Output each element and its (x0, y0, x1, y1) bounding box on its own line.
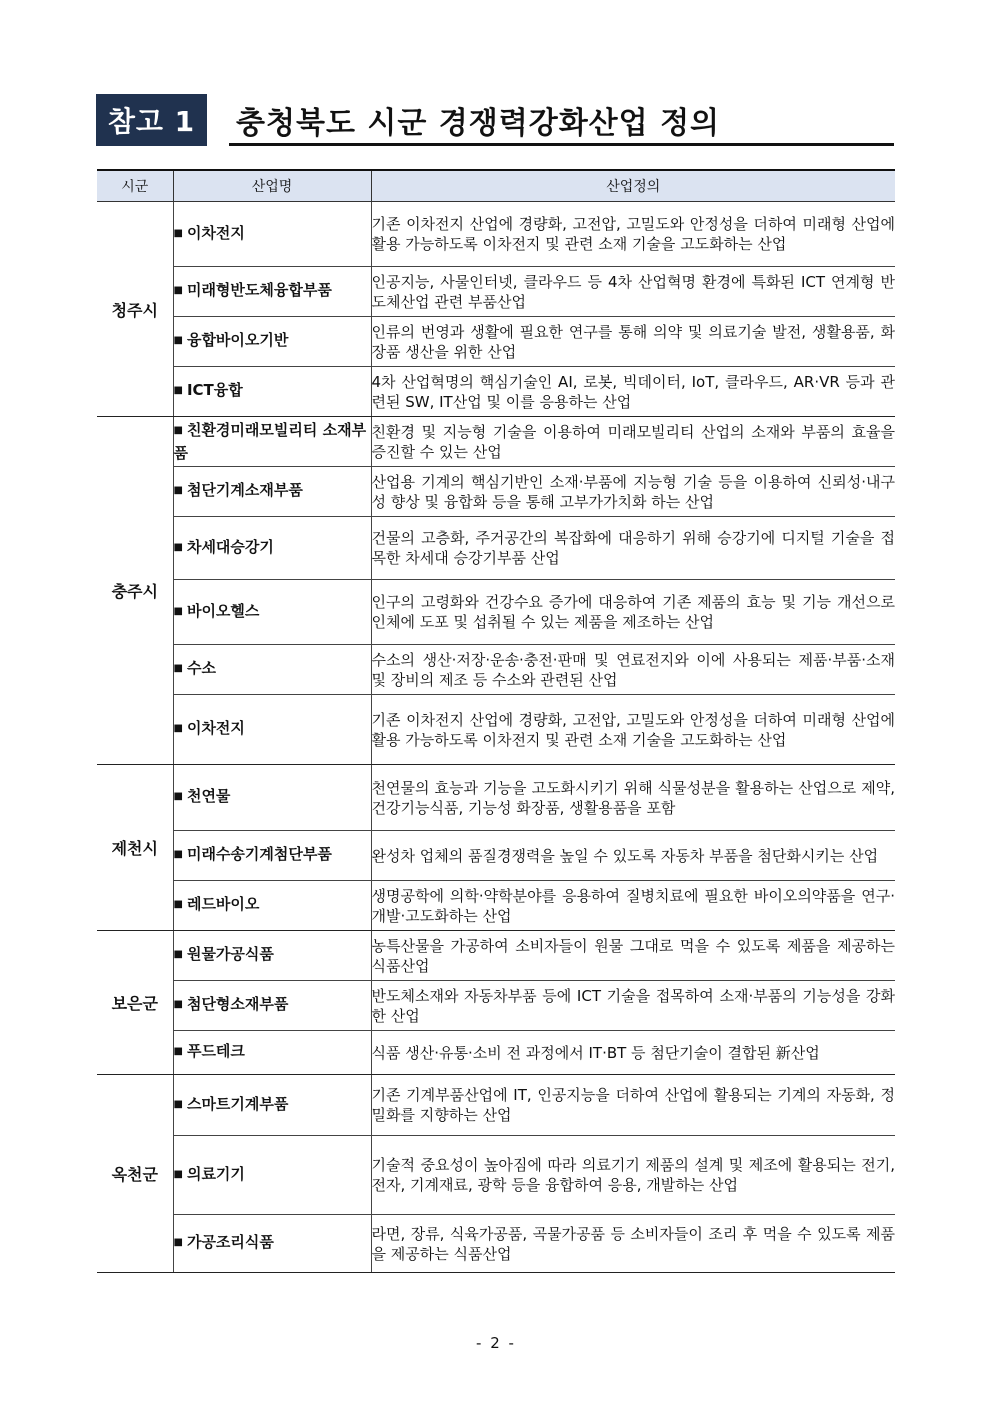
definition-cell: 라면, 장류, 식육가공품, 곡물가공품 등 소비자들이 조리 후 먹을 수 있도록 제품을 제공하는 식품산업 (371, 1215, 895, 1273)
bullet-icon: ■ (173, 485, 183, 496)
bullet-icon: ■ (173, 1098, 183, 1110)
definition-cell: 농특산물을 가공하여 소비자들이 원물 그대로 먹을 수 있도록 제품을 제공하는 식품산업 (371, 931, 895, 981)
industry-cell (173, 467, 371, 517)
industry-definition-table (97, 169, 895, 1273)
industry-name: 첨단형소재부품 (186, 995, 289, 1013)
bullet-icon: ■ (173, 227, 183, 239)
industry-name: 이차전지 (186, 719, 245, 737)
table-header-row (97, 170, 895, 202)
table-row (97, 881, 895, 931)
title-underline (229, 143, 894, 146)
bullet-icon: ■ (173, 1168, 183, 1180)
bullet-icon: ■ (173, 899, 183, 910)
table-row (97, 765, 895, 831)
definition-cell: 인공지능, 사물인터넷, 클라우드 등 4차 산업혁명 환경에 특화된 ICT 연계형 반도체산업 관련 부품산업 (371, 267, 895, 317)
industry-cell (173, 1031, 371, 1075)
table-row (97, 1031, 895, 1075)
table-row (97, 202, 895, 267)
table-row (97, 1136, 895, 1215)
section-title (96, 94, 894, 148)
definition-cell: 친환경 및 지능형 기술을 이용하여 미래모빌리티 산업의 소재와 부품의 효율을 증진할 수 있는 산업 (371, 417, 895, 467)
industry-cell (173, 367, 371, 417)
city-cell: 충주시 (97, 417, 173, 765)
page-number: - 2 - (476, 1334, 516, 1352)
definition-cell: 4차 산업혁명의 핵심기술인 AI, 로봇, 빅데이터, IoT, 클라우드, AR·VR 등과 관련된 SW, IT산업 및 이를 응용하는 산업 (371, 367, 895, 417)
table-row (97, 417, 895, 467)
definition-cell: 천연물의 효능과 기능을 고도화시키기 위해 식물성분을 활용하는 산업으로 제약, 건강기능식품, 기능성 화장품, 생활용품을 포함 (371, 765, 895, 831)
city-cell: 보은군 (97, 931, 173, 1075)
industry-name: 융합바이오기반 (186, 331, 289, 349)
table-row (97, 367, 895, 417)
industry-name: 스마트기계부품 (186, 1094, 289, 1113)
industry-cell (173, 765, 371, 831)
table-row (97, 1215, 895, 1273)
industry-cell (173, 1075, 371, 1136)
industry-cell (173, 931, 371, 981)
industry-name: 차세대승강기 (186, 537, 274, 556)
definition-cell: 수소의 생산·저장·운송·충전·판매 및 연료전지와 이에 사용되는 제품·부품·소재 및 장비의 제조 등 수소와 관련된 산업 (371, 645, 895, 695)
bullet-icon: ■ (173, 663, 183, 674)
bullet-icon: ■ (173, 335, 183, 346)
city-cell: 청주시 (97, 202, 173, 417)
reference-badge: 참고 1 (96, 94, 207, 146)
bullet-icon: ■ (173, 425, 183, 436)
bullet-icon: ■ (173, 605, 183, 617)
definition-cell: 식품 생산·유통·소비 전 과정에서 IT·BT 등 첨단기술이 결합된 新산업 (371, 1031, 895, 1075)
definition-cell: 기존 기계부품산업에 IT, 인공지능을 더하여 산업에 활용되는 기계의 자동화, 정밀화를 지향하는 산업 (371, 1075, 895, 1136)
page-title: 충청북도 시군 경쟁력강화산업 정의 (236, 106, 721, 141)
table-row (97, 981, 895, 1031)
bullet-icon: ■ (173, 791, 183, 802)
table-row (97, 517, 895, 580)
table-row (97, 1075, 895, 1136)
industry-cell (173, 831, 371, 881)
table-row (97, 931, 895, 981)
industry-name: 레드바이오 (186, 895, 260, 913)
industry-name: 푸드테크 (186, 1042, 245, 1060)
industry-name: 친환경미래모빌리티 소재부품 (173, 421, 367, 462)
table-row (97, 267, 895, 317)
definition-cell: 인구의 고령화와 건강수요 증가에 대응하여 기존 제품의 효능 및 기능 개선으로 인체에 도포 및 섭취될 수 있는 제품을 제조하는 산업 (371, 580, 895, 645)
industry-name: 원물가공식품 (186, 945, 274, 963)
bullet-icon: ■ (173, 723, 183, 734)
table-row (97, 831, 895, 881)
table-row (97, 467, 895, 517)
definition-cell: 생명공학에 의학·약학분야를 응용하여 질병치료에 필요한 바이오의약품을 연구·개발·고도화하는 산업 (371, 881, 895, 931)
industry-name: 첨단기계소재부품 (186, 481, 303, 499)
industry-name: 미래형반도체융합부품 (186, 281, 332, 299)
table-row (97, 580, 895, 645)
industry-cell (173, 1136, 371, 1215)
industry-cell (173, 580, 371, 645)
industry-cell (173, 267, 371, 317)
industry-cell (173, 981, 371, 1031)
bullet-icon: ■ (173, 385, 183, 396)
bullet-icon: ■ (173, 1237, 183, 1248)
definition-cell: 건물의 고층화, 주거공간의 복잡화에 대응하기 위해 승강기에 디지털 기술을 접목한 차세대 승강기부품 산업 (371, 517, 895, 580)
industry-cell (173, 695, 371, 765)
definition-cell: 완성차 업체의 품질경쟁력을 높일 수 있도록 자동차 부품을 첨단화시키는 산업 (371, 831, 895, 881)
bullet-icon: ■ (173, 999, 183, 1010)
industry-cell (173, 645, 371, 695)
bullet-icon: ■ (173, 949, 183, 960)
industry-cell (173, 517, 371, 580)
industry-cell (173, 1215, 371, 1273)
industry-cell (173, 202, 371, 267)
table-row (97, 317, 895, 367)
header-definition: 산업정의 (371, 170, 895, 202)
definition-cell: 반도체소재와 자동차부품 등에 ICT 기술을 접목하여 소재·부품의 기능성을 강화한 산업 (371, 981, 895, 1031)
industry-name: 미래수송기계첨단부품 (186, 845, 332, 863)
industry-name: 이차전지 (186, 223, 245, 242)
bullet-icon: ■ (173, 1046, 183, 1057)
city-cell: 옥천군 (97, 1075, 173, 1273)
industry-name: 수소 (186, 659, 216, 677)
definition-cell: 기존 이차전지 산업에 경량화, 고전압, 고밀도와 안정성을 더하여 미래형 산업에 활용 가능하도록 이차전지 및 관련 소재 기술을 고도화하는 산업 (371, 695, 895, 765)
definition-cell: 기존 이차전지 산업에 경량화, 고전압, 고밀도와 안정성을 더하여 미래형 산업에 활용 가능하도록 이차전지 및 관련 소재 기술을 고도화하는 산업 (371, 202, 895, 267)
industry-cell (173, 417, 371, 467)
header-industry: 산업명 (173, 170, 371, 202)
industry-cell (173, 317, 371, 367)
table-row (97, 645, 895, 695)
industry-cell (173, 881, 371, 931)
industry-name: 바이오헬스 (186, 601, 260, 620)
industry-name: 가공조리식품 (186, 1233, 274, 1251)
industry-name: 의료기기 (186, 1164, 245, 1183)
city-cell: 제천시 (97, 765, 173, 931)
bullet-icon: ■ (173, 285, 183, 296)
definition-cell: 산업용 기계의 핵심기반인 소재·부품에 지능형 기술 등을 이용하여 신뢰성·내구성 향상 및 융합화 등을 통해 고부가가치화 하는 산업 (371, 467, 895, 517)
industry-name: ICT융합 (186, 381, 243, 399)
definition-cell: 인류의 번영과 생활에 필요한 연구를 통해 의약 및 의료기술 발전, 생활용품, 화장품 생산을 위한 산업 (371, 317, 895, 367)
bullet-icon: ■ (173, 849, 183, 860)
header-city: 시군 (97, 170, 173, 202)
table-row (97, 695, 895, 765)
industry-name: 천연물 (186, 787, 231, 805)
bullet-icon: ■ (173, 541, 183, 553)
definition-cell: 기술적 중요성이 높아짐에 따라 의료기기 제품의 설계 및 제조에 활용되는 전기, 전자, 기계재료, 광학 등을 융합하여 응용, 개발하는 산업 (371, 1136, 895, 1215)
